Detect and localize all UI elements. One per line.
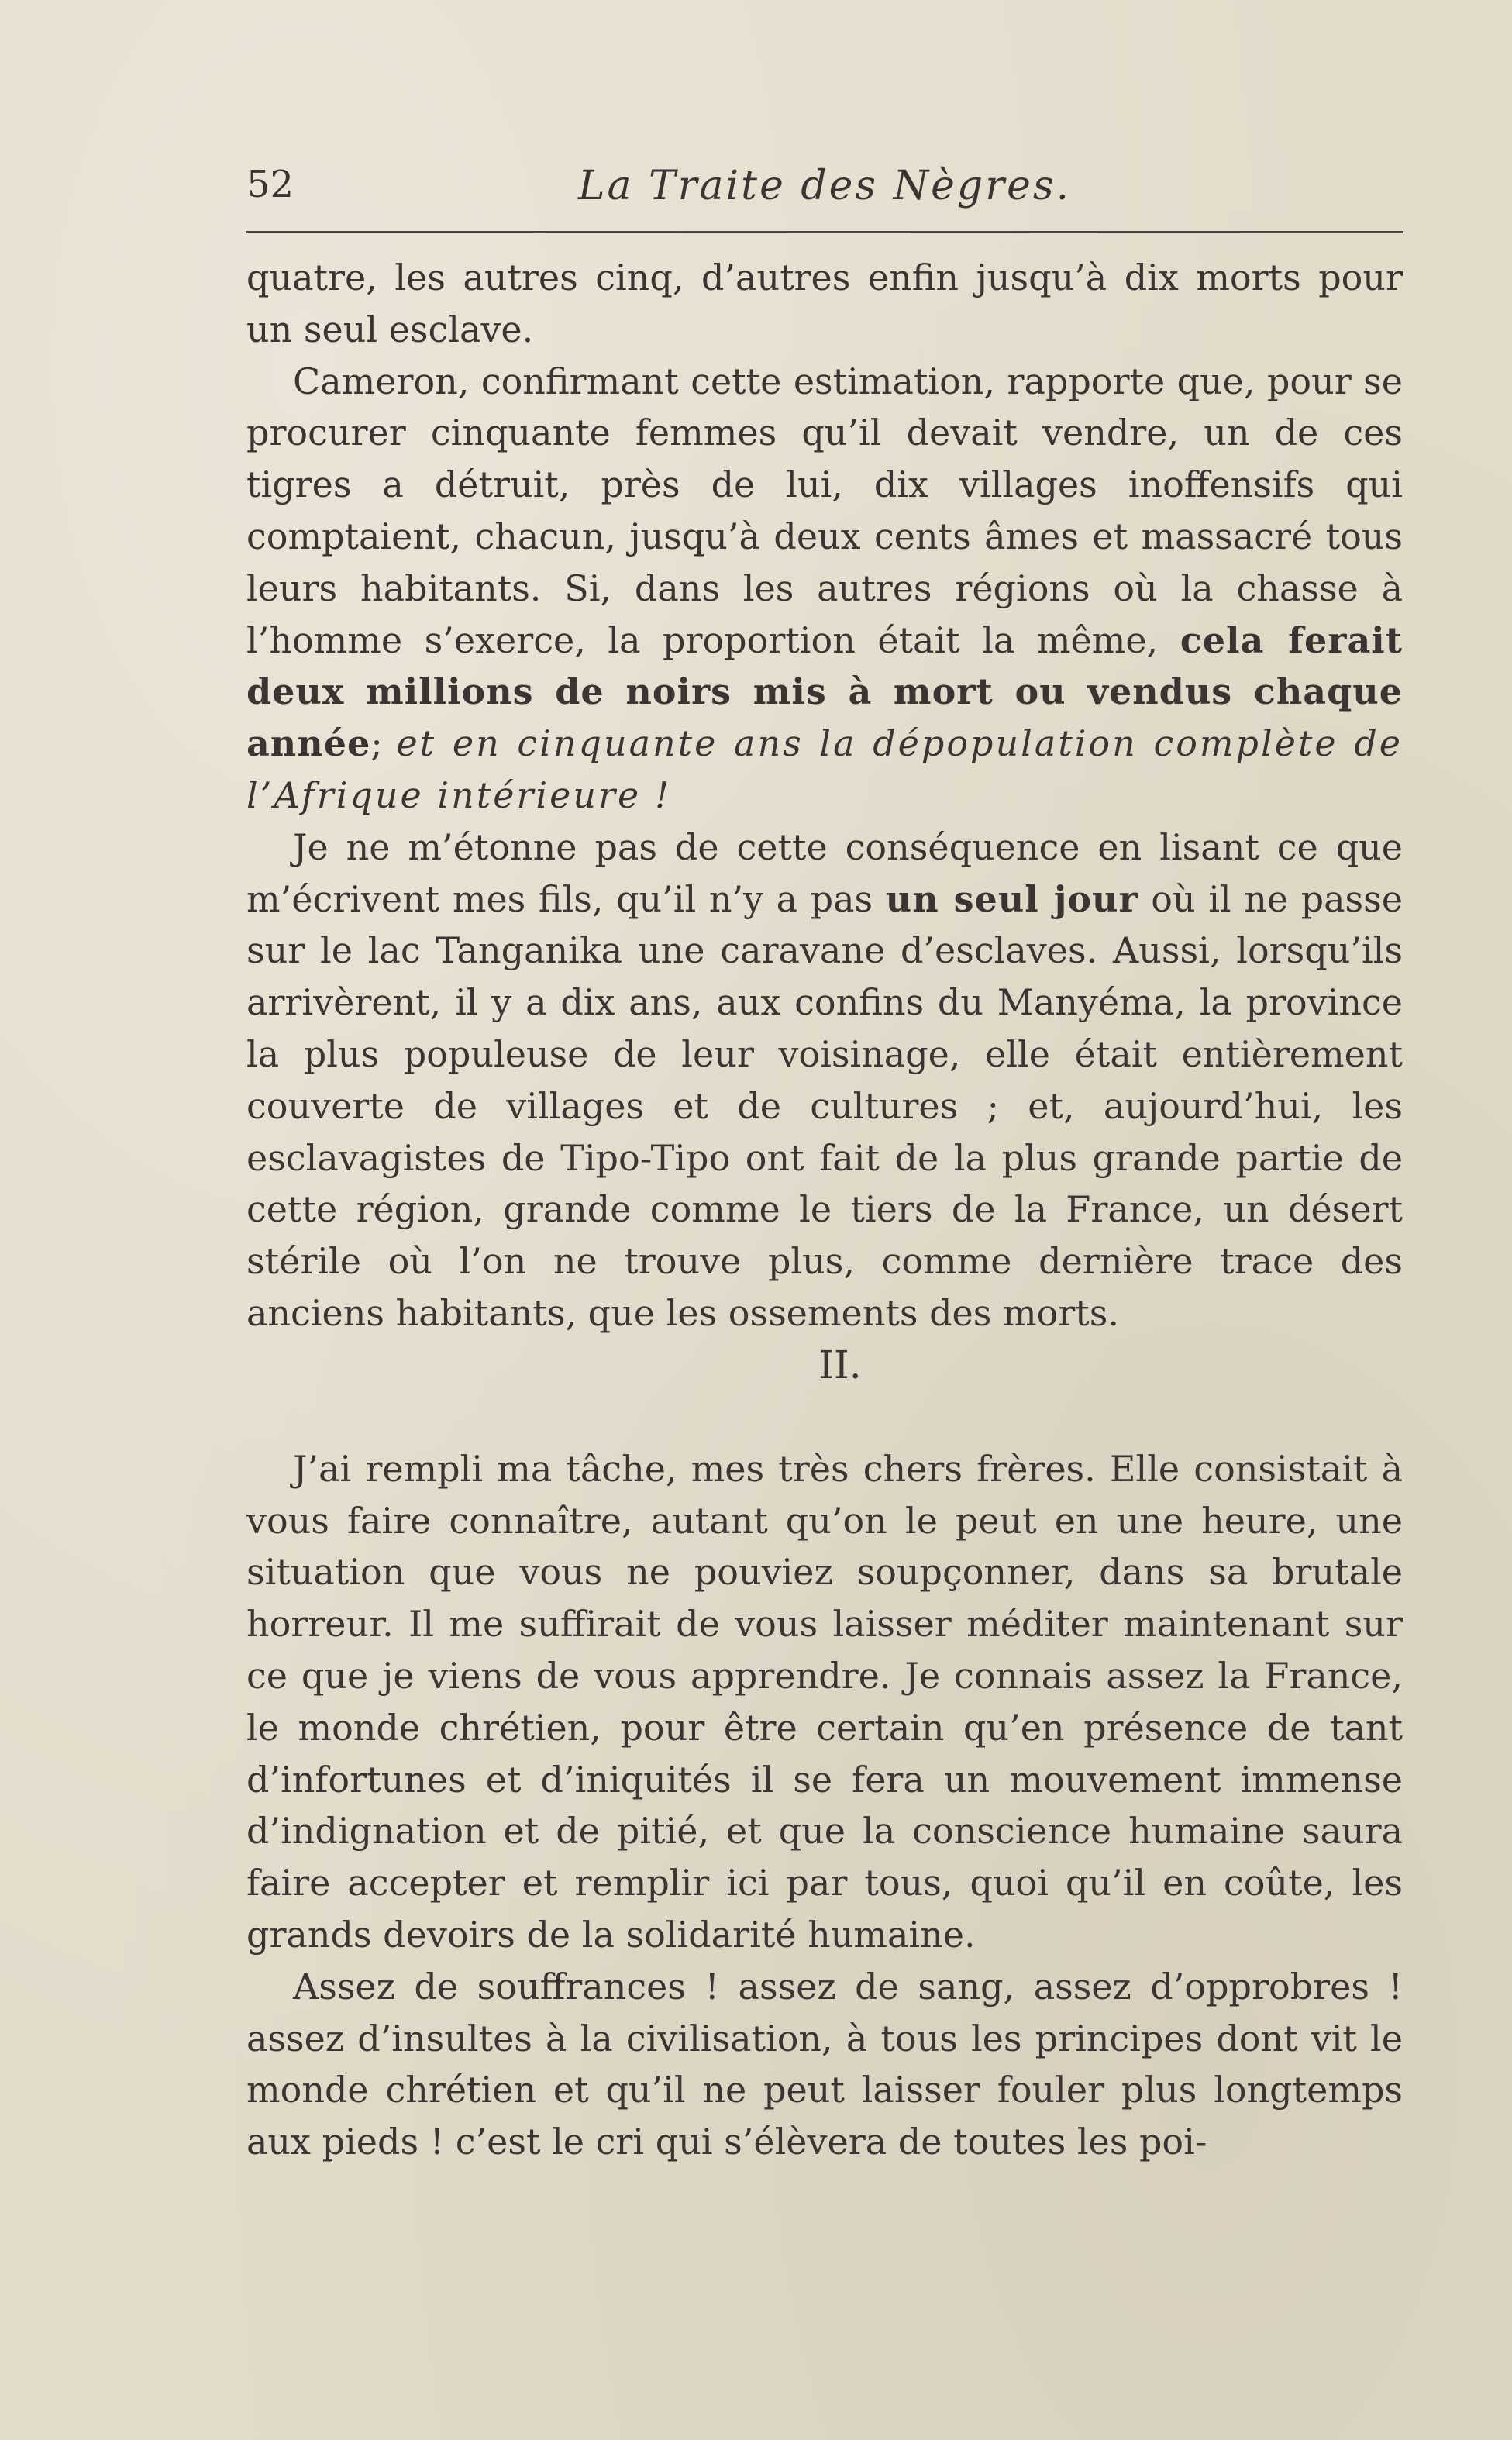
emphasis-bold: cela ferait deux millions de noirs mis à mort ou vendus chaque année xyxy=(246,619,1403,765)
emphasis-bold: un seul jour xyxy=(885,877,1138,920)
paragraph-text: quatre, les autres cinq, d’autres enfin jusqu’à dix morts pour un seul esclave. xyxy=(246,257,1403,350)
paragraph-text: Je ne m’étonne pas de cette conséquence en lisant ce que m’écrivent mes fils, qu’il n’y a pas xyxy=(246,825,1403,920)
paragraph-2 xyxy=(246,356,1403,822)
body-text xyxy=(246,252,1403,2168)
section-heading-text: II. xyxy=(818,1342,862,1387)
paragraph-1 xyxy=(246,252,1403,356)
paragraph-text: Assez de souffrances ! assez de sang, assez d’opprobres ! assez d’insultes à la civilisation, à tous les principes dont vit le monde chrétien et qu’il ne peut laisser fouler plus longtemps aux pieds ! c’est le cri qui s’élèvera de toutes les poi- xyxy=(246,1965,1403,2163)
section-heading xyxy=(246,1339,1403,1443)
paragraph-4 xyxy=(246,1443,1403,1961)
page-number: 52 xyxy=(246,163,294,206)
paragraph-text: ; xyxy=(370,722,397,765)
emphasis-italic: et en cinquante ans la dépopulation complète de l’Afrique intérieure ! xyxy=(246,722,1403,816)
running-title: La Traite des Nègres. xyxy=(577,163,1072,209)
header-rule xyxy=(246,231,1403,233)
paragraph-text: J’ai rempli ma tâche, mes très chers frères. Elle consistait à vous faire connaître, autant qu’on le peut en une heure, une situation que vous ne pouviez soupçonner, dans sa brutale horreur. Il me suffirait de vous laisser méditer maintenant sur ce que je viens de vous apprendre. Je connais assez la France, le monde chrétien, pour être certain qu’en présence de tant d’infortunes et d’iniquités il se fera un mouvement immense d’indignation et de pitié, et que la conscience humaine saura faire accepter et remplir ici par tous, quoi qu’il en coûte, les grands devoirs de la solidarité humaine. xyxy=(246,1447,1403,1956)
paragraph-text: Cameron, confirmant cette estimation, rapporte que, pour se procurer cinquante femmes qu’il devait vendre, un de ces tigres a détruit, près de lui, dix villages inoffensifs qui comptaient, chacun, jusqu’à deux cents âmes et massacré tous leurs habitants. Si, dans les autres régions où la chasse à l’homme s’exerce, la proportion était la même, xyxy=(246,360,1403,661)
paragraph-5 xyxy=(246,1961,1403,2168)
paragraph-text: où il ne passe sur le lac Tanganika une caravane d’esclaves. Aussi, lorsqu’ils arrivèrent, il y a dix ans, aux confins du Manyéma, la province la plus populeuse de leur voisinage, elle était entièrement couverte de villages et de cultures ; et, aujourd’hui, les esclavagistes de Tipo-Tipo ont fait de la plus grande partie de cette région, grande comme le tiers de la France, un désert stérile où l’on ne trouve plus, comme dernière trace des anciens habitants, que les ossements des morts. xyxy=(246,877,1403,1334)
page-header xyxy=(246,163,1403,217)
paragraph-3 xyxy=(246,822,1403,1339)
